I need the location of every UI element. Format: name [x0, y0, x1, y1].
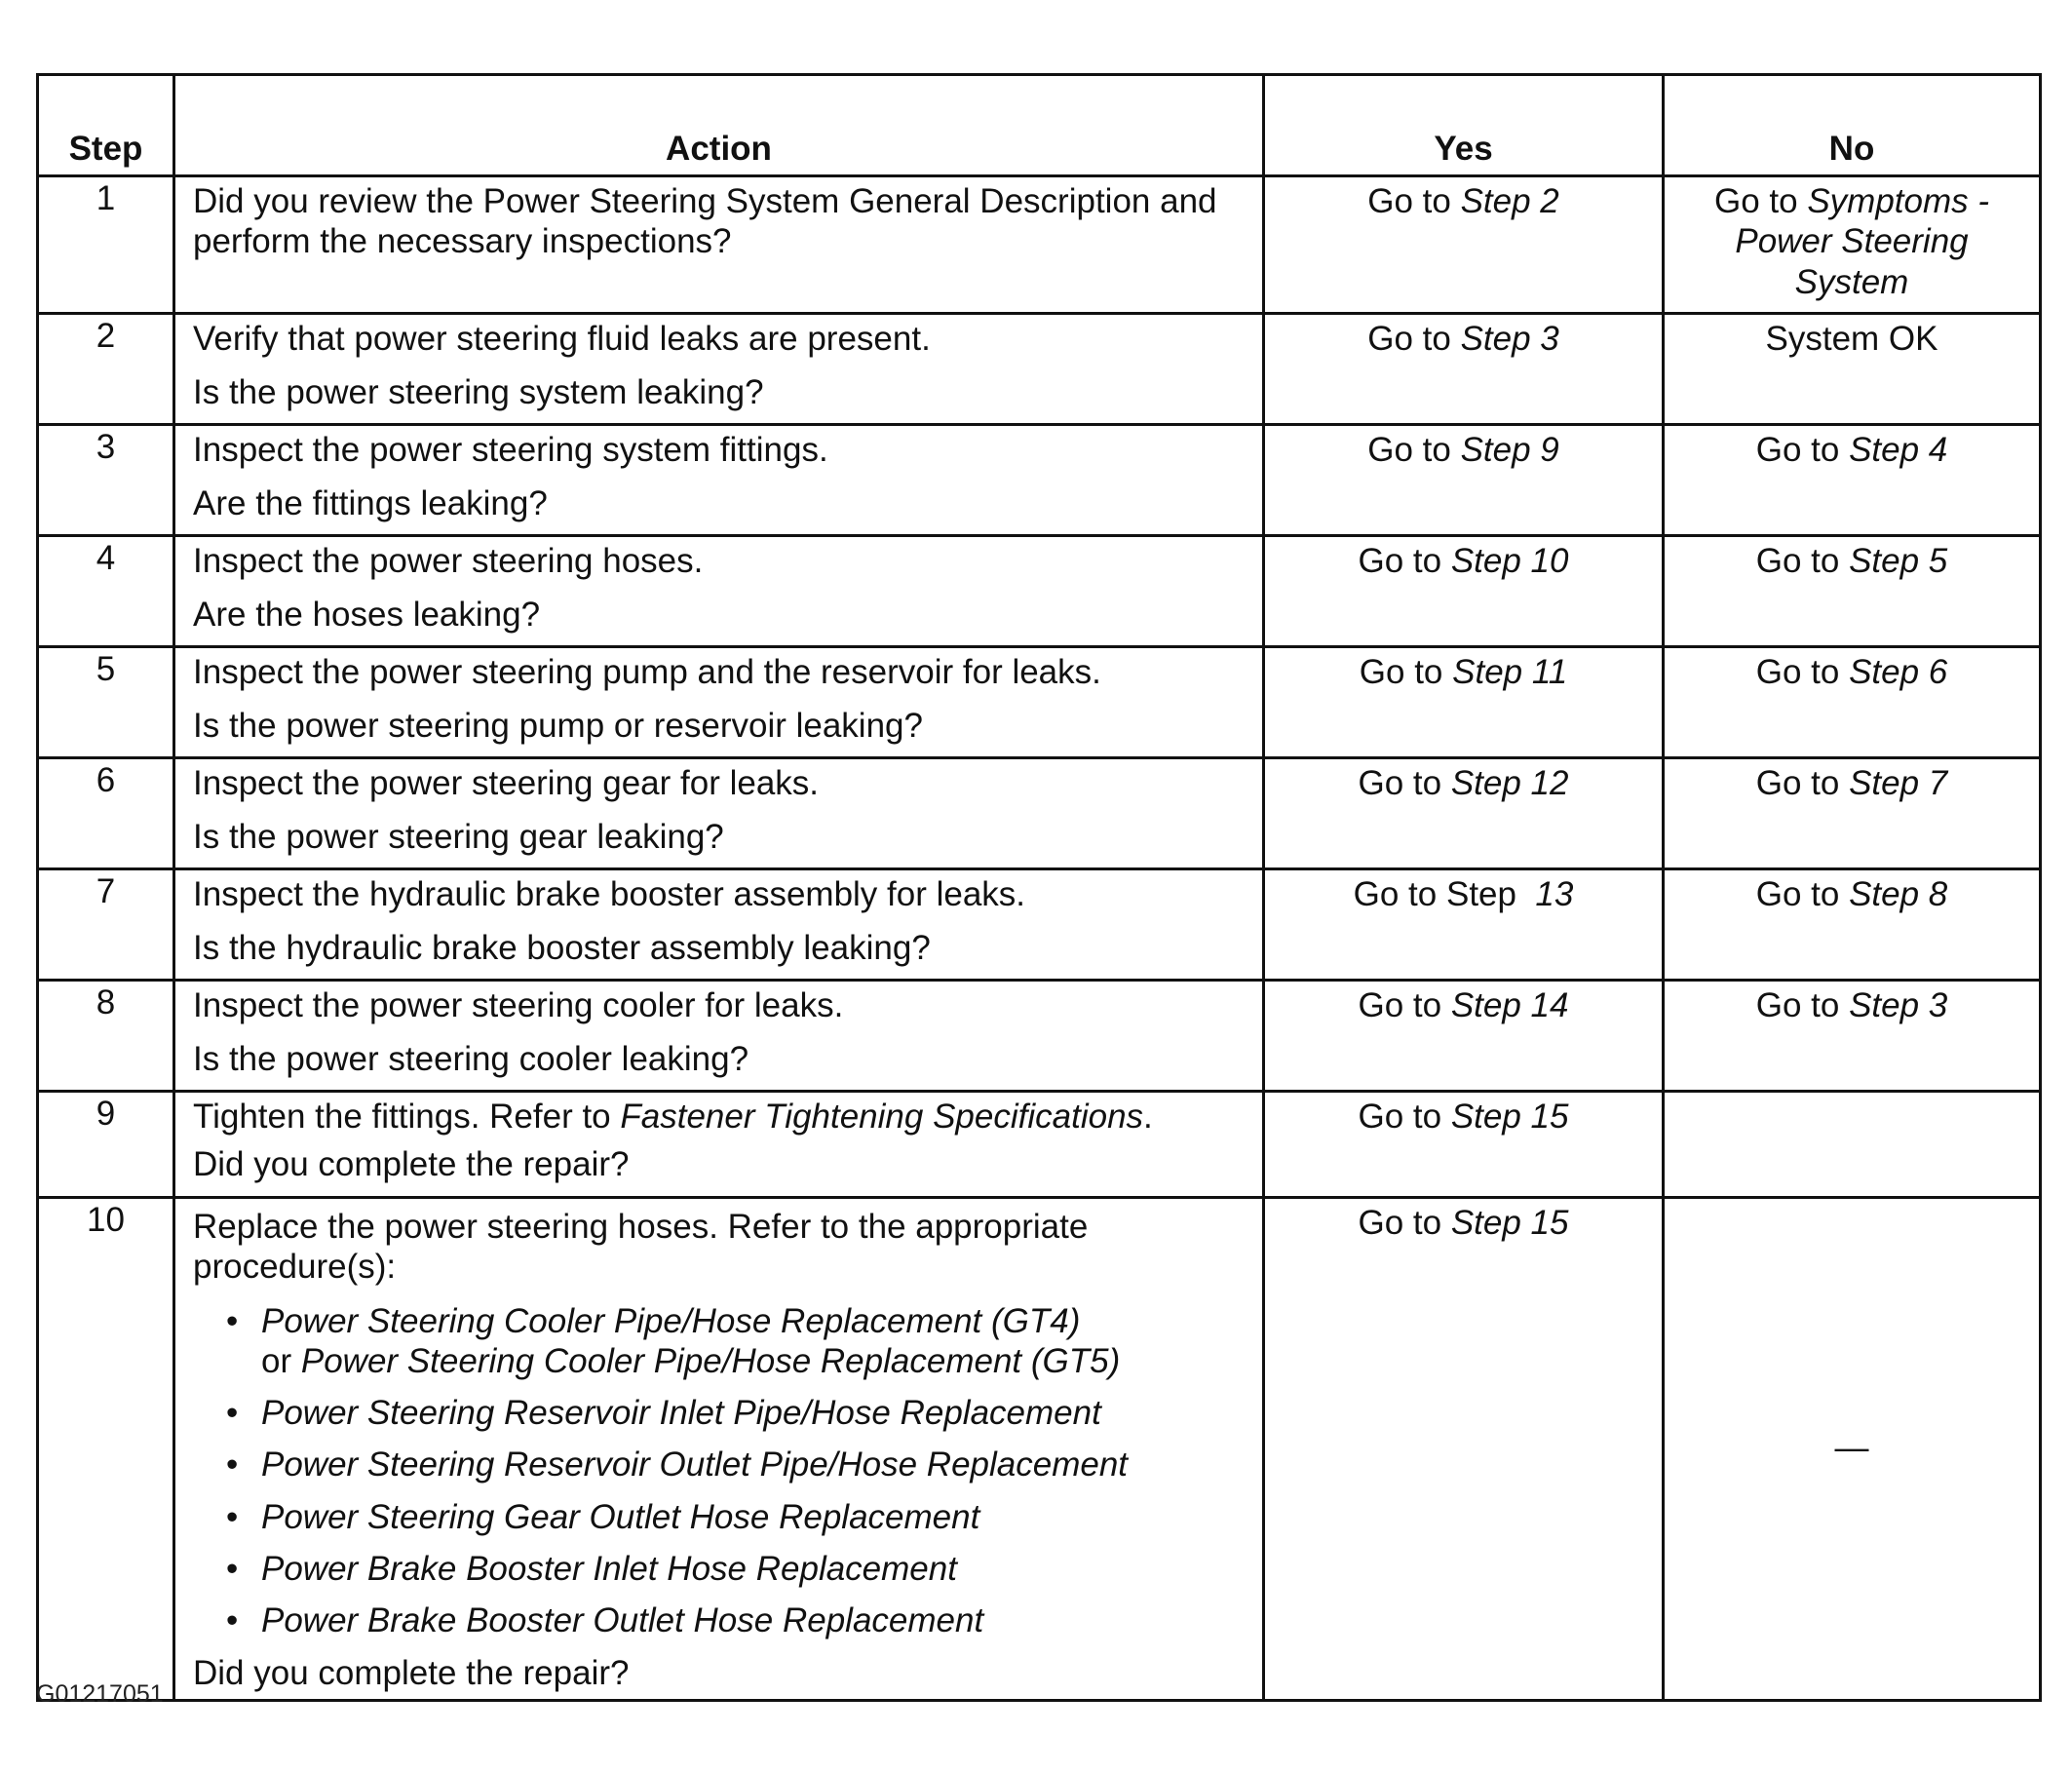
no-cell [1664, 425, 2041, 536]
procedure-link[interactable]: Power Steering Gear Outlet Hose Replacement [261, 1497, 980, 1536]
table-row [38, 176, 2041, 314]
procedure-list [193, 1301, 1247, 1641]
procedure-item[interactable] [226, 1301, 1247, 1382]
yes-prefix: Go to [1358, 1098, 1451, 1136]
action-cell [174, 176, 1264, 314]
action-question: Are the fittings leaking? [193, 484, 548, 523]
yes-cell [1264, 869, 1664, 981]
yes-link[interactable]: Step 3 [1460, 320, 1559, 358]
yes-prefix: Go to [1367, 431, 1461, 469]
header-step: Step [38, 75, 174, 176]
step-number: 7 [38, 869, 174, 981]
no-link[interactable]: Step 3 [1849, 986, 1948, 1024]
table-row [38, 536, 2041, 647]
yes-link[interactable]: 13 [1535, 875, 1574, 913]
no-prefix: Go to [1755, 986, 1850, 1024]
procedure-link[interactable]: Power Steering Reservoir Inlet Pipe/Hose Replacement [261, 1394, 1101, 1433]
no-cell [1664, 869, 2041, 981]
action-text: Inspect the power steering gear for leaks. [193, 764, 820, 802]
action-question: Did you complete the repair? [193, 1145, 630, 1184]
action-cell [174, 425, 1264, 536]
action-cell [174, 869, 1264, 981]
step-number: 10 [38, 1198, 174, 1701]
step-number: 4 [38, 536, 174, 647]
step-number: 2 [38, 314, 174, 425]
table-header-row [38, 75, 2041, 176]
step-number: 6 [38, 758, 174, 869]
action-question: Is the power steering pump or reservoir leaking? [193, 707, 923, 746]
action-question: Is the power steering gear leaking? [193, 818, 724, 857]
yes-link[interactable]: Step 9 [1460, 431, 1559, 469]
procedure-joiner: or [261, 1341, 292, 1380]
diagnostic-table [36, 73, 2042, 1702]
yes-prefix: Go to [1359, 653, 1453, 691]
no-prefix: Go to [1755, 653, 1850, 691]
no-link[interactable]: Step 6 [1849, 653, 1948, 691]
action-cell [174, 981, 1264, 1092]
yes-prefix: Go to [1358, 542, 1451, 580]
procedure-link[interactable]: Power Steering Reservoir Outlet Pipe/Hose Replacement [261, 1445, 1129, 1484]
no-cell [1664, 981, 2041, 1092]
procedure-link[interactable]: Power Brake Booster Outlet Hose Replacement [261, 1601, 984, 1640]
table-row [38, 981, 2041, 1092]
no-cell [1664, 176, 2041, 314]
fastener-specs-link[interactable]: Fastener Tightening Specifications [620, 1098, 1144, 1136]
header-no: No [1664, 75, 2041, 176]
action-suffix: . [1143, 1098, 1153, 1136]
table-row [38, 758, 2041, 869]
no-prefix: Go to [1755, 875, 1850, 913]
no-cell [1664, 758, 2041, 869]
table-row [38, 1198, 2041, 1701]
procedure-item[interactable] [226, 1497, 1247, 1537]
action-cell [174, 1092, 1264, 1198]
bullet-icon: • [226, 1301, 239, 1340]
procedure-link[interactable]: Power Brake Booster Inlet Hose Replacement [261, 1550, 957, 1589]
action-text: Inspect the power steering pump and the reservoir for leaks. [193, 653, 1101, 691]
yes-link[interactable]: Step 14 [1450, 986, 1569, 1024]
action-text: Inspect the power steering system fittings. [193, 431, 828, 469]
procedure-item[interactable] [226, 1549, 1247, 1589]
action-text: Did you review the Power Steering System General Description and perform the necessary inspections? [193, 182, 1217, 261]
yes-prefix: Go to [1358, 986, 1451, 1024]
step-number: 5 [38, 647, 174, 758]
bullet-icon: • [226, 1601, 239, 1640]
no-link[interactable]: Step 5 [1849, 542, 1948, 580]
no-prefix: Go to [1755, 764, 1850, 802]
procedure-item[interactable] [226, 1445, 1247, 1484]
figure-id: G01217051 [36, 1680, 164, 1708]
no-cell [1664, 1092, 2041, 1198]
yes-prefix: Go to [1367, 182, 1461, 220]
action-question: Is the power steering cooler leaking? [193, 1040, 749, 1079]
yes-link[interactable]: Step 10 [1450, 542, 1569, 580]
yes-cell [1264, 314, 1664, 425]
action-question: Are the hoses leaking? [193, 596, 541, 635]
action-question: Is the power steering system leaking? [193, 373, 764, 412]
no-cell [1664, 536, 2041, 647]
table-row [38, 647, 2041, 758]
table-row [38, 869, 2041, 981]
action-text: Inspect the power steering cooler for leaks. [193, 986, 844, 1024]
action-cell [174, 647, 1264, 758]
yes-cell [1264, 981, 1664, 1092]
no-prefix: Go to [1755, 431, 1850, 469]
diagnostic-table-container [36, 73, 2039, 1702]
yes-cell [1264, 425, 1664, 536]
step-number: 9 [38, 1092, 174, 1198]
no-cell: System OK [1664, 314, 2041, 425]
no-link[interactable]: Symptoms - Power Steering System [1735, 182, 1990, 301]
table-row [38, 1092, 2041, 1198]
table-row [38, 425, 2041, 536]
bullet-icon: • [226, 1445, 239, 1484]
yes-link[interactable]: Step 15 [1450, 1098, 1569, 1136]
no-prefix: Go to [1713, 182, 1808, 220]
procedure-link[interactable]: Power Steering Cooler Pipe/Hose Replacement (GT4) [261, 1301, 1081, 1340]
action-cell [174, 1198, 1264, 1701]
step-number: 8 [38, 981, 174, 1092]
header-action: Action [174, 75, 1264, 176]
step-number: 1 [38, 176, 174, 314]
no-prefix: Go to [1755, 542, 1850, 580]
yes-prefix: Go to [1358, 1204, 1451, 1242]
action-text: Verify that power steering fluid leaks are present. [193, 320, 931, 358]
header-yes: Yes [1264, 75, 1664, 176]
step-number: 3 [38, 425, 174, 536]
yes-prefix: Go to Step [1353, 875, 1536, 913]
yes-link[interactable]: Step 12 [1450, 764, 1569, 802]
yes-cell [1264, 1092, 1664, 1198]
action-text: Inspect the hydraulic brake booster assembly for leaks. [193, 875, 1026, 913]
no-link[interactable]: Step 7 [1849, 764, 1948, 802]
bullet-icon: • [226, 1550, 239, 1589]
no-link[interactable]: Step 8 [1849, 875, 1948, 913]
action-question: Is the hydraulic brake booster assembly leaking? [193, 929, 931, 968]
action-prefix: Tighten the fittings. Refer to [193, 1098, 621, 1136]
yes-cell [1264, 1198, 1664, 1701]
action-intro: Replace the power steering hoses. Refer to the appropriate procedure(s): [193, 1208, 1089, 1287]
yes-link[interactable]: Step 2 [1460, 182, 1559, 220]
procedure-link[interactable]: Power Steering Cooler Pipe/Hose Replacement (GT5) [300, 1341, 1121, 1380]
no-link[interactable]: Step 4 [1849, 431, 1948, 469]
yes-cell [1264, 536, 1664, 647]
procedure-item[interactable] [226, 1600, 1247, 1640]
action-cell [174, 536, 1264, 647]
yes-link[interactable]: Step 11 [1452, 653, 1568, 691]
action-cell [174, 758, 1264, 869]
yes-cell [1264, 647, 1664, 758]
action-cell [174, 314, 1264, 425]
bullet-icon: • [226, 1497, 239, 1536]
yes-cell [1264, 176, 1664, 314]
action-text [193, 1097, 1247, 1137]
yes-link[interactable]: Step 15 [1450, 1204, 1569, 1242]
no-cell [1664, 647, 2041, 758]
bullet-icon: • [226, 1394, 239, 1433]
action-question: Did you complete the repair? [193, 1653, 630, 1692]
table-row [38, 314, 2041, 425]
yes-cell [1264, 758, 1664, 869]
no-cell: — [1664, 1198, 2041, 1701]
yes-prefix: Go to [1367, 320, 1461, 358]
yes-prefix: Go to [1358, 764, 1451, 802]
procedure-item[interactable] [226, 1393, 1247, 1433]
action-text: Inspect the power steering hoses. [193, 542, 704, 580]
